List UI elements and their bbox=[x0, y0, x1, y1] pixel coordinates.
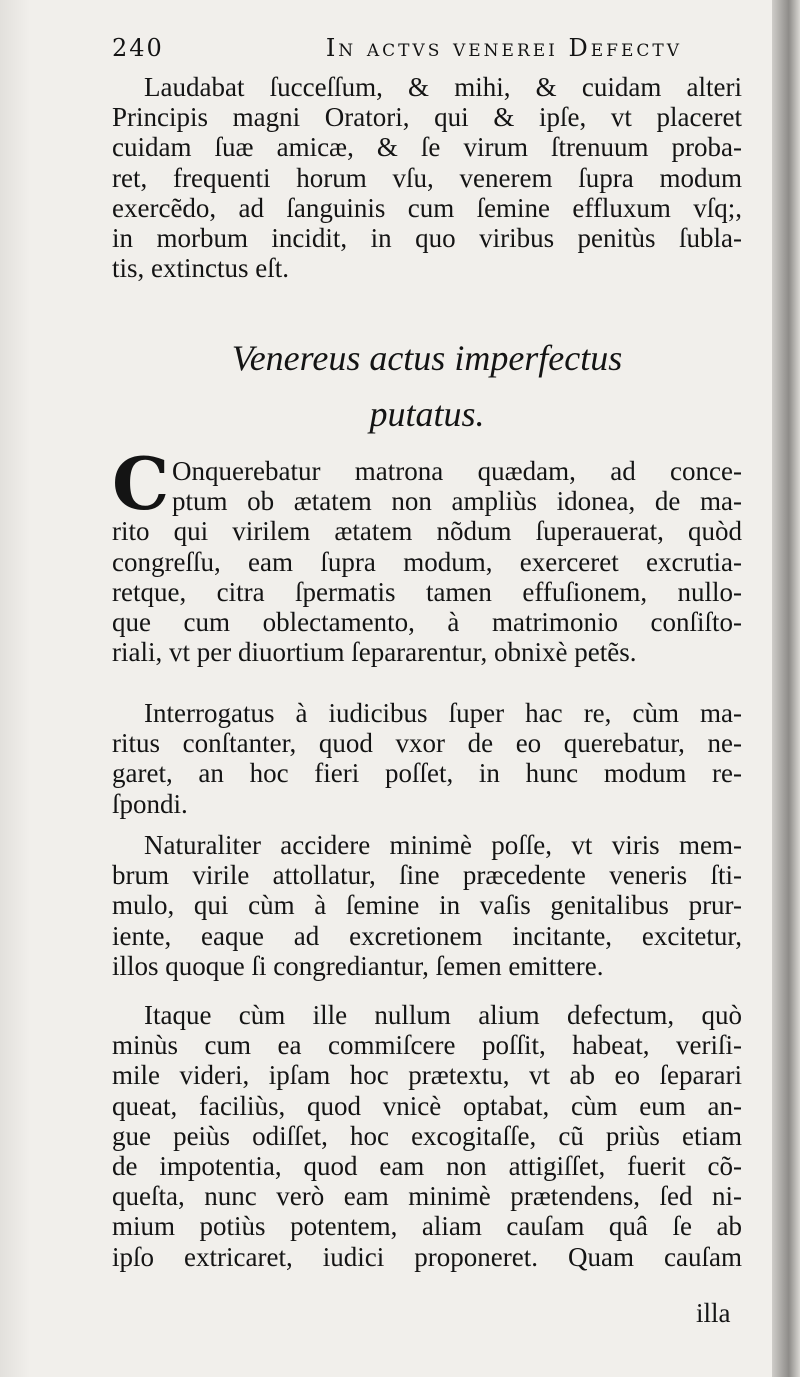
drop-capital: C bbox=[112, 441, 170, 526]
text-line: Onquerebatur matrona quædam, ad conce- bbox=[172, 456, 742, 486]
text-line: Laudabat ſucceſſum, & mihi, & cuidam alteri bbox=[144, 72, 742, 102]
paragraph-2 bbox=[112, 456, 742, 667]
paragraph-5 bbox=[112, 1000, 742, 1272]
text-line: cuidam ſuæ amicæ, & ſe virum ſtrenuum proba- bbox=[112, 132, 742, 163]
page-gutter-shade bbox=[0, 0, 30, 1377]
text-line: ret, frequenti horum vſu, venerem ſupra modum bbox=[112, 162, 742, 193]
text-line: illos quoque ſi congrediantur, ſemen emittere. bbox=[112, 950, 604, 981]
text-line: Principis magni Oratori, qui & ipſe, vt placeret bbox=[112, 102, 742, 133]
text-line: tis, extinctus eſt. bbox=[112, 253, 289, 284]
page-number: 240 bbox=[112, 34, 164, 62]
text-line: ipſo extricaret, iudici proponeret. Quam cauſam bbox=[112, 1241, 742, 1272]
text-line: retque, citra ſpermatis tamen effuſionem, nullo- bbox=[112, 576, 742, 607]
paragraph-3 bbox=[112, 698, 742, 819]
paragraph-1 bbox=[112, 72, 742, 283]
text-line: in morbum incidit, in quo viribus penitùs ſubla- bbox=[112, 223, 742, 254]
text-line: ſpondi. bbox=[112, 788, 188, 819]
catchword: illa bbox=[696, 1298, 731, 1328]
text-line: queſta, nunc verò eam minimè prætendens, ſed ni- bbox=[112, 1181, 742, 1212]
running-header bbox=[112, 34, 682, 62]
text-line: mium potiùs potentem, aliam cauſam quâ ſe ab bbox=[112, 1211, 742, 1242]
section-heading-line-2: putatus. bbox=[369, 394, 485, 434]
section-heading bbox=[112, 330, 742, 442]
text-line: mulo, qui cùm à ſemine in vaſis genitalibus prur- bbox=[112, 890, 742, 921]
text-line: minùs cum ea commiſcere poſſit, habeat, veriſi- bbox=[112, 1030, 742, 1061]
page-edge bbox=[772, 0, 800, 1377]
paragraph-4 bbox=[112, 830, 742, 981]
text-line: mile videri, ipſam hoc prætextu, vt ab eo ſeparari bbox=[112, 1060, 742, 1091]
section-heading-line-1: Venereus actus imperfectus bbox=[231, 338, 623, 378]
text-line: garet, an hoc fieri poſſet, in hunc modum re- bbox=[112, 758, 742, 789]
text-line: de impotentia, quod eam non attigiſſet, fuerit cõ- bbox=[112, 1151, 742, 1182]
text-line: rito qui virilem ætatem nõdum ſuperauerat, quòd bbox=[112, 516, 742, 547]
text-line: iente, eaque ad excretionem incitante, excitetur, bbox=[112, 920, 742, 951]
text-line: riali, vt per diuortium ſepararentur, obnixè petẽs. bbox=[112, 637, 637, 668]
text-line: congreſſu, eam ſupra modum, exerceret excrutia- bbox=[112, 546, 742, 577]
text-line: ptum ob ætatem non ampliùs idonea, de ma- bbox=[172, 486, 742, 517]
text-line: Naturaliter accidere minimè poſſe, vt viris mem- bbox=[144, 830, 742, 860]
text-line: brum virile attollatur, ſine præcedente veneris ſti- bbox=[112, 860, 742, 891]
text-line: gue peiùs odiſſet, hoc excogitaſſe, cũ priùs etiam bbox=[112, 1120, 742, 1151]
running-title: In actvs venerei Defectv bbox=[325, 34, 682, 62]
text-line: ritus conſtanter, quod vxor de eo querebatur, ne- bbox=[112, 728, 742, 759]
text-line: que cum oblectamento, à matrimonio conſiſto- bbox=[112, 607, 742, 638]
text-line: exercẽdo, ad ſanguinis cum ſemine effluxum vſq;, bbox=[112, 192, 742, 223]
text-line: Interrogatus à iudicibus ſuper hac re, cùm ma- bbox=[144, 698, 742, 728]
text-line: queat, faciliùs, quod vnicè optabat, cùm eum an- bbox=[112, 1090, 742, 1121]
text-line: Itaque cùm ille nullum alium defectum, quò bbox=[144, 1000, 742, 1030]
